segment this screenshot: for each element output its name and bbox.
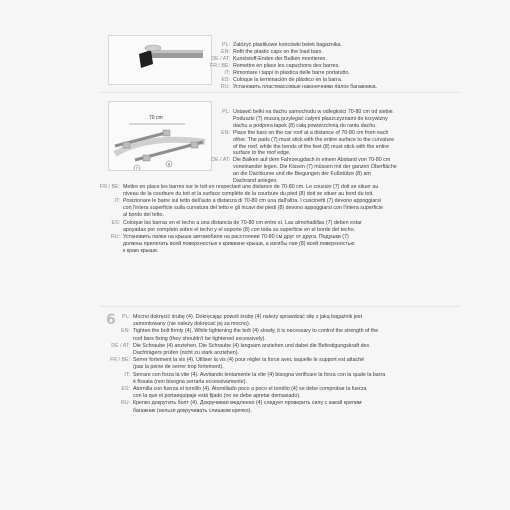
language-code: RU: [110, 233, 120, 240]
language-code: PL: [222, 42, 230, 48]
language-code: ES: [111, 219, 120, 226]
instruction-line [200, 157, 390, 163]
instruction-text: Posizionare le barre sul tetto dell'auto a distanza di 70-80 cm una dall'altra. I cuscinetti (7) devono appoggiarsi [123, 198, 381, 205]
instruction-text: apoyadas por completo sobre el techo y el soporte (8) con toda su superficie en el borde del techo. [123, 226, 356, 233]
instruction-text: al bordo del tetto. [123, 212, 164, 219]
instruction-line [200, 42, 342, 48]
instruction-line [94, 205, 383, 211]
instruction-text: Mocno dokręcić śrubę (4). Dokręcając powoli śrubę (4) należy sprawdzać siłę z jaką bagażnik jest [133, 314, 363, 320]
instruction-line [200, 63, 340, 69]
instruction-line [200, 49, 323, 55]
instruction-line [200, 123, 377, 129]
instruction-line [104, 321, 250, 327]
instruction-text: Die Schraube (4) anziehen. Die Schraube (4) langsam anziehen und dabei die Befestigungskraft des [133, 342, 370, 349]
divider [100, 92, 460, 93]
language-code: EN: [121, 328, 130, 335]
instruction-line [200, 116, 388, 122]
instruction-line [200, 70, 350, 76]
instruction-line [200, 77, 342, 83]
instruction-line [104, 408, 252, 414]
instruction-line [104, 364, 224, 370]
instruction-line [104, 386, 366, 392]
instruction-text: Atornilla con fuerza el tornillo (4). Atornillado poco a poco el tornillo (4) se debe comprobar la fuerza [133, 386, 367, 392]
instruction-text: Coloque las barras en el techo a una distancia de 70-80 cm entre sí. Las almohadillas (7) deben estar [123, 219, 362, 226]
part-label-7: 7 [135, 165, 138, 170]
instruction-text: Coloque la terminación de plástico en la barra. [233, 77, 343, 83]
instruction-text: niveau de la courbure du toit et la surface complète de la courbure du pied (8) doit se situer au bord du toit. [123, 191, 374, 198]
step-5-figure [108, 101, 212, 171]
language-code: EN: [221, 49, 230, 55]
instruction-line [200, 150, 290, 156]
step-6-number: 6 [106, 312, 116, 328]
instruction-text: roof bars fixing (they shouldn't be tightened excessively). [133, 335, 266, 342]
language-code: DE / AT: [111, 342, 130, 349]
instruction-text: Tighten the bolt firmly (4). While tightening the bolt (4) slowly, it is necessary to control the strength of the [133, 328, 379, 335]
instruction-text: (pas la peine de serrer trop fortement). [133, 364, 224, 371]
instruction-text: an die Dachkurve und die Biegungen der Fußstütze (8) am [233, 171, 371, 178]
instruction-line [200, 171, 371, 177]
instruction-text: of the roof, while the bends of the feet (8) must stick with the entire [233, 143, 390, 150]
instruction-line [200, 137, 394, 143]
language-code: IT: [124, 371, 130, 378]
roof-bars-illustration [109, 102, 211, 170]
instruction-text: other. The pads (7) must stick with the entire surface to the curvature [233, 136, 395, 143]
language-code: FR / BE: [109, 357, 130, 364]
instruction-text: Rimontare i tappi in plastica delle barre portatutto. [233, 70, 350, 76]
instruction-line [200, 144, 389, 150]
instruction-text: Refit the plastic caps on the load bars. [233, 49, 323, 55]
instruction-line [94, 234, 349, 240]
instruction-text: Dachträgers prüfen (nicht zu stark anziehen). [133, 350, 239, 356]
instruction-line [94, 198, 381, 204]
language-code: PL: [122, 314, 130, 320]
instruction-line [200, 109, 394, 115]
language-code: FR / BE: [99, 184, 120, 190]
instruction-line [94, 220, 362, 226]
instruction-line [94, 241, 354, 247]
end-cap-illustration [109, 36, 211, 84]
language-code: IT: [224, 70, 230, 76]
language-code: FR / BE: [209, 63, 230, 69]
instruction-text: Mettre en place les barres sur le toit en respectant une distance de 70-80 cm. Le coussin (7) doit se situer au [123, 184, 379, 190]
language-code: EN: [221, 129, 230, 136]
language-code: IT: [114, 198, 120, 205]
instruction-text: zamontowany (nie należy dokręcać jej za mocno). [133, 321, 251, 328]
instruction-text: con la que el portaequipaje está fijado (no se debe apretar demasiado). [133, 393, 301, 400]
instruction-text: con l'intera superficie sulla curvatura del tetto e gli incavi dei piedi (8) devono appoggiarsi con l'intera superficie [123, 205, 383, 212]
step-4-figure [108, 35, 212, 85]
divider [100, 306, 460, 307]
instruction-line [200, 56, 327, 62]
instruction-line [104, 379, 247, 385]
instruction-text: Remettre en place les capuchons des barres. [233, 63, 340, 69]
language-code: DE / AT: [211, 157, 230, 164]
instruction-text: к краю крыши. [123, 247, 159, 254]
instruction-line [104, 328, 378, 334]
language-code: ES: [121, 386, 130, 392]
dimension-label: 70 cm [149, 115, 163, 121]
instruction-line [104, 350, 239, 356]
instruction-text: Kunststoff-Enden der Balken montieren. [233, 56, 327, 62]
instruction-text: Załóżyć plastikowe końcówki belek bagażnika. [233, 42, 342, 48]
language-code: PL: [222, 109, 230, 115]
instruction-text: Place the bars on the car roof at a distance of 70-80 cm from each [233, 129, 389, 136]
instruction-line [94, 191, 374, 197]
language-code: RU: [220, 84, 230, 90]
instruction-text: Serrer fortement la vis (4). Utiliser la vis (4) pour régler la force avec laquelle le support est attaché [133, 357, 365, 364]
instruction-line [104, 393, 301, 399]
instruction-line [104, 343, 369, 349]
language-code: RU: [120, 400, 130, 407]
instruction-text: багажник (нельзя докручивать слишком крепко). [133, 407, 252, 414]
part-label-8: 8 [167, 161, 170, 167]
instruction-text: Установить пластмассовые наконечники палок багажника. [233, 84, 378, 90]
instruction-text: è fissata (non bisogna serrarla eccessivamente). [133, 378, 247, 385]
instruction-line [104, 336, 266, 342]
instruction-text: Serrare con forza la vite (4). Avvitando lentamente la vite (4) bisogna verificare la forza con la quale la barra [133, 371, 386, 378]
instruction-line [94, 227, 355, 233]
instruction-text: Die Balken auf dem Fahrzeugdach in einem Abstand von 70-80 cm [233, 157, 391, 164]
instruction-line [104, 357, 364, 363]
instruction-line [104, 372, 385, 378]
instruction-text: Крепко докрутить болт (4). Докручивая медленно (4) следует проверить силу с какой крепим [133, 400, 362, 407]
instruction-line [94, 212, 164, 218]
instruction-line [104, 400, 362, 406]
instruction-line [94, 248, 158, 254]
instruction-text: Ustawić belki na dachu samochodu w odległości 70-80 cm od siebie. [233, 109, 395, 115]
language-code: DE / AT: [211, 56, 230, 62]
instruction-text: Poduszki (7) muszą przylegać całymi płaszczyznami do krzywizny [233, 115, 388, 122]
instruction-text: Установить палки на крыше автомобиля на расстоянии 70-80 см друг от друга. Подушки (7) [123, 233, 349, 240]
instruction-line [94, 184, 378, 190]
language-code: ES: [221, 77, 230, 83]
instruction-line [200, 130, 388, 136]
instruction-line [200, 164, 397, 170]
instruction-text: voneinander legen. Die Kissen (7) müssen mit der ganzen Oberfläche [233, 164, 397, 171]
instruction-text: Dachrand anlegen. [233, 178, 278, 184]
instruction-line [200, 84, 377, 90]
instruction-text: должны прилегать всей поверхностью к кривизне крыши, а изгибы лап (8) всей поверхностью [123, 240, 355, 247]
instruction-text: dachu a podpora łapek (8) całą powierzchnią do rantu dachu. [233, 122, 377, 129]
instruction-line [104, 314, 362, 320]
instruction-text: surface to the roof edge. [233, 150, 291, 157]
